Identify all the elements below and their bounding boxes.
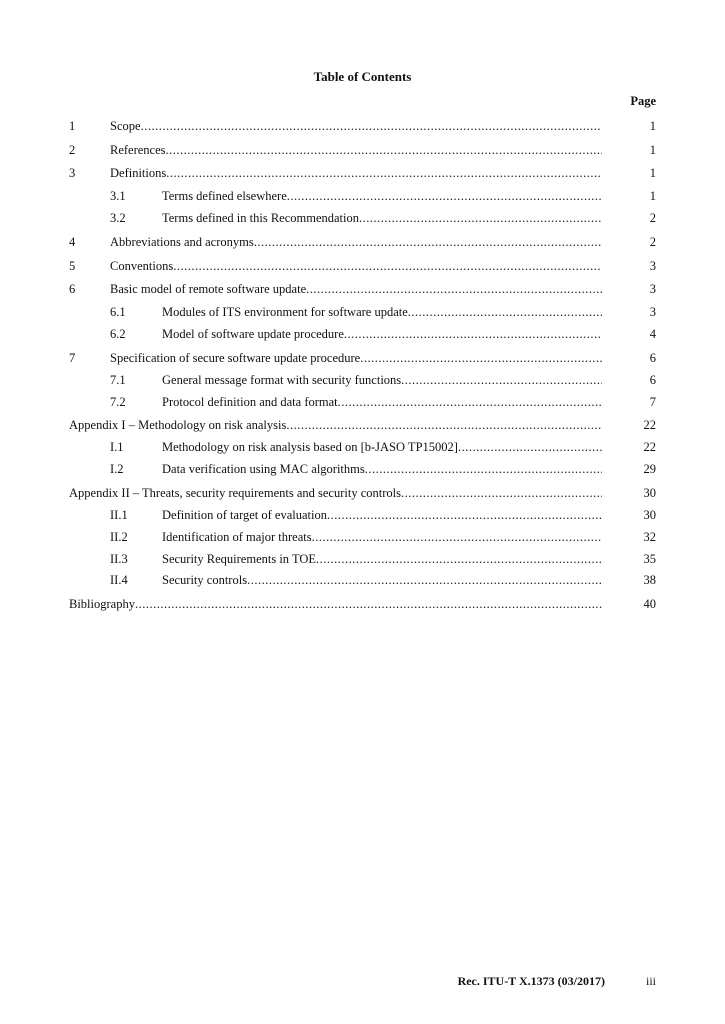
toc-entry: [0, 188, 725, 204]
toc-entry-label: Basic model of remote software update .....: [110, 281, 602, 297]
toc-entry: [0, 258, 725, 274]
toc-entry-number: 3: [69, 166, 76, 180]
toc-entry-page: 1: [649, 119, 656, 133]
toc-entry: [0, 234, 725, 250]
toc-entry-number: 1: [69, 119, 76, 133]
toc-entry: [0, 281, 725, 297]
toc-entry-page: 1: [649, 166, 656, 180]
toc-entry-label: Conventions .....: [110, 258, 602, 274]
toc-entry: [0, 551, 725, 567]
page-column-header: Page: [630, 94, 656, 108]
toc-entry: [0, 461, 725, 477]
toc-entry-number: 3.1: [110, 189, 126, 203]
toc-entry-label: Methodology on risk analysis based on [b-JASO TP15002] .....: [162, 439, 602, 455]
toc-entry: [0, 596, 725, 612]
toc-entry: [0, 485, 725, 501]
toc-entry-page: 35: [643, 552, 656, 566]
toc-entry-page: 2: [649, 211, 656, 225]
toc-entry-number: 6.2: [110, 327, 126, 341]
toc-entry: [0, 165, 725, 181]
toc-entry-number: 4: [69, 235, 76, 249]
toc-entry: [0, 394, 725, 410]
toc-entry-page: 30: [643, 508, 656, 522]
toc-entry-number: 6.1: [110, 305, 126, 319]
toc-entry-number: 5: [69, 259, 76, 273]
toc-entry-label: Data verification using MAC algorithms .....: [162, 461, 602, 477]
toc-entry-page: 3: [649, 305, 656, 319]
toc-entry-label: Security controls .....: [162, 572, 602, 588]
toc-entry-label: General message format with security functions .....: [162, 372, 602, 388]
toc-entry-number: II.2: [110, 530, 128, 544]
toc-entry-page: 6: [649, 373, 656, 387]
toc-entry-page: 7: [649, 395, 656, 409]
toc-entry-number: 7: [69, 351, 76, 365]
toc-entry-label: References .....: [110, 142, 602, 158]
toc-entry-number: II.3: [110, 552, 128, 566]
toc-entry-label: Specification of secure software update procedure .....: [110, 350, 602, 366]
toc-entry-label: Definitions .....: [110, 165, 602, 181]
toc-entry: [0, 350, 725, 366]
toc-entry-label: Protocol definition and data format .....: [162, 394, 602, 410]
toc-entry-number: 7.1: [110, 373, 126, 387]
footer-recommendation: Rec. ITU-T X.1373 (03/2017): [457, 974, 605, 988]
toc-entry-label: Scope .....: [110, 118, 602, 134]
toc-entry: [0, 142, 725, 158]
toc-entry-page: 1: [649, 189, 656, 203]
toc-entry: [0, 529, 725, 545]
toc-entry-number: II.1: [110, 508, 128, 522]
toc-title: Table of Contents: [313, 69, 412, 84]
toc-entry-label: Terms defined elsewhere .....: [162, 188, 602, 204]
toc-entry-label: Appendix I – Methodology on risk analysis .....: [69, 417, 602, 433]
toc-entry-page: 3: [649, 282, 656, 296]
toc-entry: [0, 326, 725, 342]
toc-entry-number: 2: [69, 143, 76, 157]
toc-entry-page: 29: [643, 462, 656, 476]
toc-entry-number: I.1: [110, 440, 124, 454]
toc-entry: [0, 572, 725, 588]
toc-entry-label: Terms defined in this Recommendation .....: [162, 210, 602, 226]
toc-entry-label: Definition of target of evaluation .....: [162, 507, 602, 523]
toc-entry-page: 38: [643, 573, 656, 587]
toc-entry: [0, 439, 725, 455]
toc-entry-page: 4: [649, 327, 656, 341]
toc-entry-page: 2: [649, 235, 656, 249]
toc-entry-number: 6: [69, 282, 76, 296]
toc-entry-number: 7.2: [110, 395, 126, 409]
toc-entry-page: 32: [643, 530, 656, 544]
toc-entry-number: I.2: [110, 462, 124, 476]
toc-entry-label: Appendix II – Threats, security requirements and security controls .....: [69, 485, 602, 501]
toc-entry: [0, 118, 725, 134]
toc-entry-label: Abbreviations and acronyms .....: [110, 234, 602, 250]
toc-entry: [0, 507, 725, 523]
toc-entry-page: 22: [643, 418, 656, 432]
toc-entry-number: 3.2: [110, 211, 126, 225]
toc-entry-label: Identification of major threats .....: [162, 529, 602, 545]
toc-entry: [0, 210, 725, 226]
toc-entry-page: 22: [643, 440, 656, 454]
toc-entry-page: 30: [643, 486, 656, 500]
toc-entry: [0, 417, 725, 433]
page-footer: [0, 974, 725, 990]
toc-entry-label: Security Requirements in TOE .....: [162, 551, 602, 567]
toc-entry-label: Model of software update procedure .....: [162, 326, 602, 342]
toc-entry-label: Modules of ITS environment for software update .....: [162, 304, 602, 320]
toc-entry-label: Bibliography .....: [69, 596, 602, 612]
toc-entry-number: II.4: [110, 573, 128, 587]
toc-entry-page: 6: [649, 351, 656, 365]
toc-entry-page: 3: [649, 259, 656, 273]
toc-entry-page: 40: [643, 597, 656, 611]
footer-page-number: iii: [645, 974, 656, 988]
toc-entry: [0, 372, 725, 388]
toc-entry-page: 1: [649, 143, 656, 157]
toc-entry: [0, 304, 725, 320]
